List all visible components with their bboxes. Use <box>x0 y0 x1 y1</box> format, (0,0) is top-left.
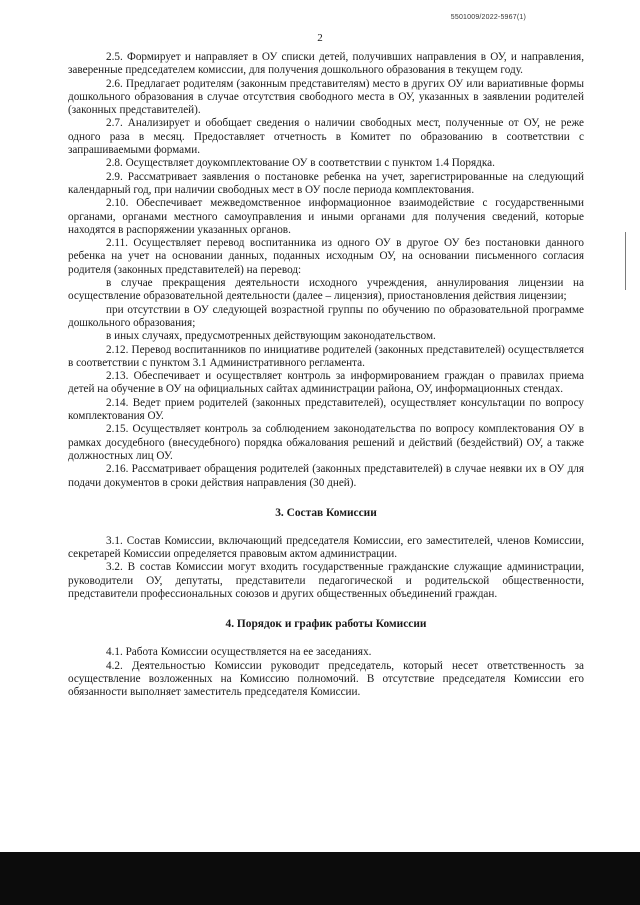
paragraph-2-11-case-3: в иных случаях, предусмотренных действующим законодательством. <box>106 330 436 343</box>
paragraph-2-5: 2.5. Формирует и направляет в ОУ списки детей, получивших направления в ОУ, и направления, заверенные председателем комиссии, для получения дошкольного образования в текущем году. <box>68 51 584 77</box>
paragraph-2-11-case-1: в случае прекращения деятельности исходного учреждения, аннулирования лицензии на осуществление образовательной деятельности (далее – лицензия), приостановления действия лицензии; <box>68 277 584 303</box>
paragraph-4-1: 4.1. Работа Комиссии осуществляется на ее заседаниях. <box>106 646 372 659</box>
paragraph-2-15: 2.15. Осуществляет контроль за соблюдением законодательства по вопросу комплектования ОУ в рамках досудебного (внесудебного) порядка обжалования решений и действий (бездействий) ОУ, а также должностных лиц ОУ. <box>68 423 584 462</box>
paragraph-2-13: 2.13. Обеспечивает и осуществляет контроль за информированием граждан о правилах приема детей на обучение в ОУ на официальных сайтах администрации района, ОУ, информационных стендах. <box>68 370 584 396</box>
paragraph-2-9: 2.9. Рассматривает заявления о постановке ребенка на учет, зарегистрированные на следующий календарный год, при наличии свободных мест в ОУ после периода комплектования. <box>68 170 584 196</box>
paragraph-3-1: 3.1. Состав Комиссии, включающий председателя Комиссии, его заместителей, членов Комиссии, секретарей Комиссии определяется правовым актом администрации. <box>68 534 584 561</box>
scan-artifact-line <box>625 232 626 290</box>
paragraph-2-7: 2.7. Анализирует и обобщает сведения о наличии свободных мест, полученные от ОУ, не реже одного раза в месяц. Предоставляет отчетность в Комитет по образованию в соответствии с запрашиваемыми формами. <box>68 117 584 157</box>
paragraph-2-6: 2.6. Предлагает родителям (законным представителям) место в других ОУ или вариативные формы дошкольного образования в случае отсутствия свободного места в ОУ, указанных в заявлении родителей (законных представителей). <box>68 77 584 117</box>
paragraph-2-16: 2.16. Рассматривает обращения родителей (законных представителей) в случае неявки их в ОУ для подачи документов в сроки действия направления (30 дней). <box>68 463 584 489</box>
paragraph-4-2: 4.2. Деятельностью Комиссии руководит председатель, который несет ответственность за осуществление возложенных на Комиссию полномочий. В отсутствие председателя Комиссии его обязанности выполняет заместитель председателя Комиссии. <box>68 659 584 699</box>
paragraph-3-2: 3.2. В состав Комиссии могут входить государственные гражданские служащие администрации, руководители ОУ, депутаты, представители педагогической и родительской общественности, представители профессиональных союзов и других общественных объединений граждан. <box>68 561 584 600</box>
paragraph-2-10: 2.10. Обеспечивает межведомственное информационное взаимодействие с государственными органами, органами местного самоуправления и иными органами для получения сведений, которые находятся в распоряжении указанных органов. <box>68 197 584 236</box>
section-3-heading: 3. Состав Комиссии <box>275 506 377 519</box>
paragraph-2-11: 2.11. Осуществляет перевод воспитанника из одного ОУ в другое ОУ без постановки данного ребенка на учет на основании данных, поданных исходным ОУ, на основании письменного согласия родителя (законных представителей) на перевод: <box>68 237 584 276</box>
page-number: 2 <box>317 32 323 44</box>
document-body <box>68 51 584 699</box>
scan-bottom-edge <box>0 852 640 905</box>
document-id: 5501009/2022-5967(1) <box>450 14 526 21</box>
paragraph-2-14: 2.14. Ведет прием родителей (законных представителей), осуществляет консультации по вопросу комплектования ОУ. <box>68 396 584 423</box>
paragraph-2-8: 2.8. Осуществляет доукомплектование ОУ в соответствии с пунктом 1.4 Порядка. <box>106 157 495 170</box>
section-4-heading: 4. Порядок и график работы Комиссии <box>225 618 427 631</box>
paragraph-2-11-case-2: при отсутствии в ОУ следующей возрастной группы по обучению по образовательной программе дошкольного образования; <box>68 303 584 329</box>
paragraph-2-12: 2.12. Перевод воспитанников по инициативе родителей (законных представителей) осуществляется в соответствии с пунктом 3.1 Административного регламента. <box>68 343 584 369</box>
